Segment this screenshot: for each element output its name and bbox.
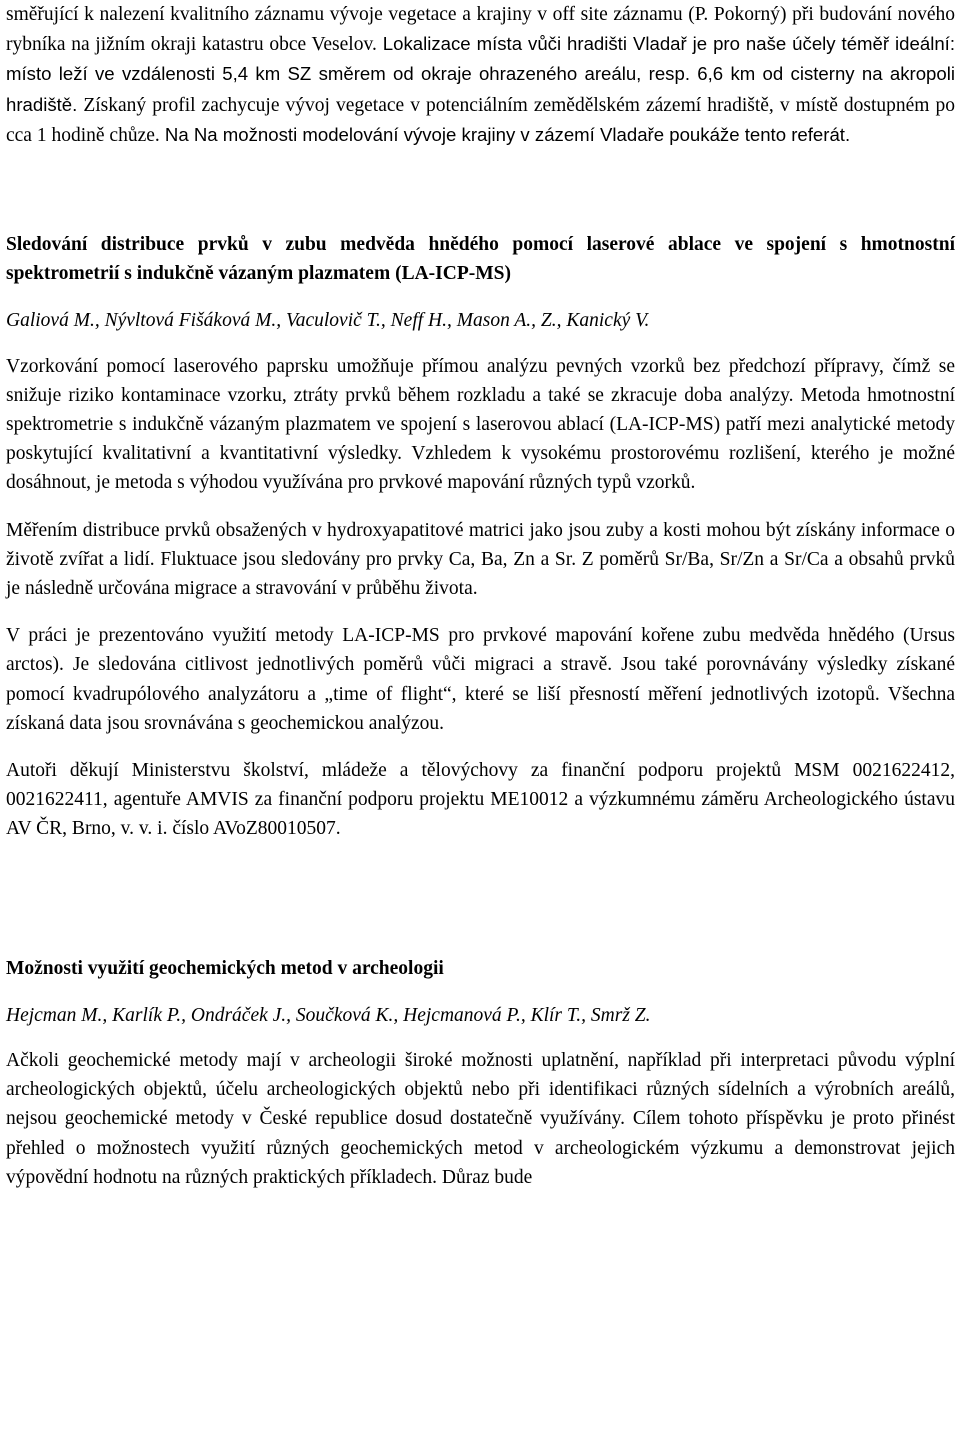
article-1-acknowledgement: Autoři děkují Ministerstvu školství, mládeže a tělovýchovy za finanční podporu projektů MSM 0021622412, 0021622411, agentuře AMVIS za finanční podporu projektu ME10012 a výzkumnému záměru Archeologického ústavu AV ČR, Brno, v. v. i. číslo AVoZ80010507. [6,760,955,840]
article-1-paragraph-2 [6,516,955,604]
article-1-paragraph-2-letter-z: Z [581,548,594,570]
article-2-authors: Hejcman M., Karlík P., Ondráček J., Součková K., Hejcmanová P., Klír T., Smrž Z. [6,1004,651,1026]
document-page [6,0,955,1192]
article-1-paragraph-2-part-1: Měřením distribuce prvků obsažených v hydroxyapatitové matrici jako jsou zuby a kosti mohou být získány informace o životě zvířat a lidí. Fluktuace jsou sledovány pro prvky Ca, Ba, Zn a Sr. [6,519,955,570]
intro-text-sans-1: Lokalizace místa vůči hradišti Vladař je pro naše účely téměř ideální: místo leží ve vzdálenosti 5,4 km SZ směrem od okraje ohrazeného areálu, resp. 6,6 km od cisterny na akropoli hradiště. [6,33,955,115]
intro-text-sans-3: Na možnosti modelování vývoje krajiny v zázemí Vladaře poukáže tento referát. [188,123,851,145]
intro-text-serif-1: směřující k nalezení kvalitního záznamu vývoje vegetace a krajiny v off site záznamu (P. Pokorný) při budování nového rybníka na jižním okraji katastru obce Veselov. [6,4,955,56]
article-1-paragraph-3: V práci je prezentováno využití metody LA-ICP-MS pro prvkové mapování kořene zubu medvěda hnědého (Ursus arctos). Je sledována citlivost jednotlivých poměrů vůči migraci a stravě. Jsou také porovnávány výsledky získané pomocí kvadrupólového analyzátoru a „time of flight“, které se liší přesností měření jednotlivých izotopů. Všechna získaná data jsou srovnávána s geochemickou analýzou. [6,625,955,734]
article-2-paragraph-1: Ačkoli geochemické metody mají v archeologii široké možnosti uplatnění, například při interpretaci původu výplní archeologických objektů, účelu archeologických objektů nebo při identifikaci různých sídelních a výrobních areálů, nejsou geochemické metody v České republice dosud dostatečně využívány. Cílem tohoto příspěvku je proto přinést přehled o možnostech využití různých geochemických metod v archeologickém výzkumu a demonstrovat jejich výpovědní hodnotu na různých praktických příkladech. Důraz bude [6,1050,955,1188]
article-1-paragraph-2-part-2: poměrů Sr/Ba, Sr/Zn a Sr/Ca a obsahů prvků je následně určována migrace a stravování v průběhu života. [6,548,955,600]
article-1-authors: Galiová M., Nývltová Fišáková M., Vaculovič T., Neff H., Mason A., Z., Kanický V. [6,310,650,332]
intro-paragraph [6,0,955,150]
article-2-title: Možnosti využití geochemických metod v archeologii [6,957,444,979]
article-1-title: Sledování distribuce prvků v zubu medvěda hnědého pomocí laserové ablace ve spojení s hmotnostní spektrometrií s indukčně vázaným plazmatem (LA-ICP-MS) [6,234,955,285]
article-1-paragraph-1: Vzorkování pomocí laserového paprsku umožňuje přímou analýzu pevných vzorků bez předchozí přípravy, čímž se snižuje riziko kontaminace vzorku, ztráty prvků během rozkladu a také se zkracuje doba analýzy. Metoda hmotnostní spektrometrie s indukčně vázaným plazmatem ve spojení s laserovou ablací (LA-ICP-MS) patří mezi analytické metody poskytující kvalitativní a kvantitativní výsledky. Vzhledem k vysokému prostorovému rozlišení, kterého je možné dosáhnout, je metoda s výhodou využívána pro prvkové mapování různých typů vzorků. [6,355,955,494]
intro-text-serif-2: Získaný profil zachycuje vývoj vegetace v potenciálním zemědělském zázemí hradiště, v místě dostupném po cca 1 hodině chůze. [6,94,955,146]
intro-text-sans-2: Na [159,123,189,145]
